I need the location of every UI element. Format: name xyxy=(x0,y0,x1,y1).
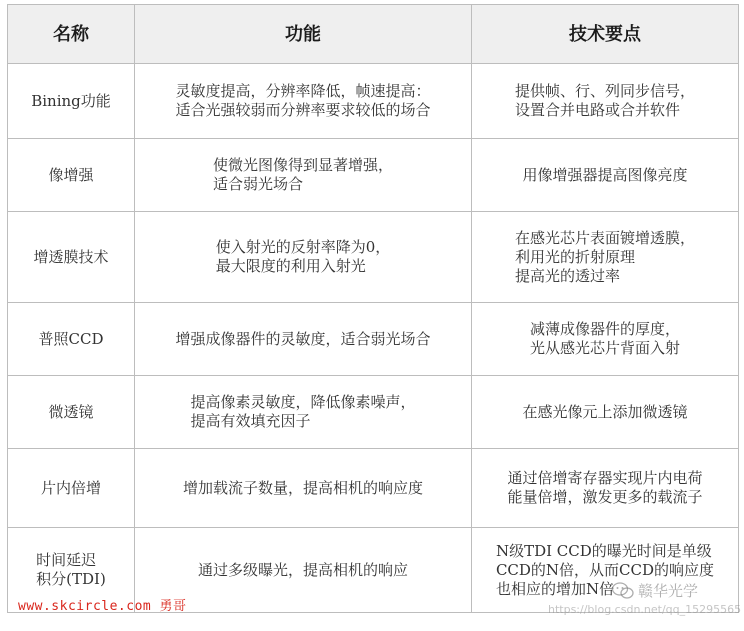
table-row xyxy=(8,376,739,449)
feature-table xyxy=(7,4,739,613)
table-header-row xyxy=(8,5,739,64)
header-function: 功能 xyxy=(135,5,472,64)
wechat-icon xyxy=(612,582,634,600)
cell-tech: 通过倍增寄存器实现片内电荷 能量倍增，激发更多的载流子 xyxy=(472,449,739,528)
cell-name: 时间延迟 积分(TDI) xyxy=(8,528,135,613)
wechat-watermark-text: 赣华光学 xyxy=(638,582,699,600)
wechat-watermark xyxy=(612,580,698,601)
cell-name: 普照CCD xyxy=(8,303,135,376)
cell-function: 增强成像器件的灵敏度，适合弱光场合 xyxy=(135,303,472,376)
cell-tech: 在感光芯片表面镀增透膜， 利用光的折射原理 提高光的透过率 xyxy=(472,212,739,303)
table-row xyxy=(8,64,739,139)
cell-function: 通过多级曝光，提高相机的响应 xyxy=(135,528,472,613)
table-row xyxy=(8,449,739,528)
cell-name: Bining功能 xyxy=(8,64,135,139)
blog-watermark: https://blog.csdn.net/qq_15295565 xyxy=(548,603,742,616)
cell-tech: 用像增强器提高图像亮度 xyxy=(472,139,739,212)
header-tech-points: 技术要点 xyxy=(472,5,739,64)
header-name: 名称 xyxy=(8,5,135,64)
cell-function: 增加载流子数量，提高相机的响应度 xyxy=(135,449,472,528)
site-watermark: www.skcircle.com 勇哥 xyxy=(18,599,187,614)
cell-name: 像增强 xyxy=(8,139,135,212)
table-row xyxy=(8,139,739,212)
cell-function: 灵敏度提高，分辨率降低，帧速提高： 适合光强较弱而分辨率要求较低的场合 xyxy=(135,64,472,139)
cell-name: 增透膜技术 xyxy=(8,212,135,303)
cell-tech: 提供帧、行、列同步信号， 设置合并电路或合并软件 xyxy=(472,64,739,139)
cell-tech: N级TDI CCD的曝光时间是单级 CCD的N倍，从而CCD的响应度 也相应的增加N倍 xyxy=(472,528,739,613)
cell-tech: 在感光像元上添加微透镜 xyxy=(472,376,739,449)
table-row xyxy=(8,303,739,376)
feature-table-container xyxy=(7,4,738,631)
cell-tech: 减薄成像器件的厚度， 光从感光芯片背面入射 xyxy=(472,303,739,376)
cell-function: 使入射光的反射率降为0， 最大限度的利用入射光 xyxy=(135,212,472,303)
table-row xyxy=(8,212,739,303)
cell-function: 提高像素灵敏度，降低像素噪声， 提高有效填充因子 xyxy=(135,376,472,449)
cell-name: 微透镜 xyxy=(8,376,135,449)
cell-name: 片内倍增 xyxy=(8,449,135,528)
cell-function: 使微光图像得到显著增强， 适合弱光场合 xyxy=(135,139,472,212)
